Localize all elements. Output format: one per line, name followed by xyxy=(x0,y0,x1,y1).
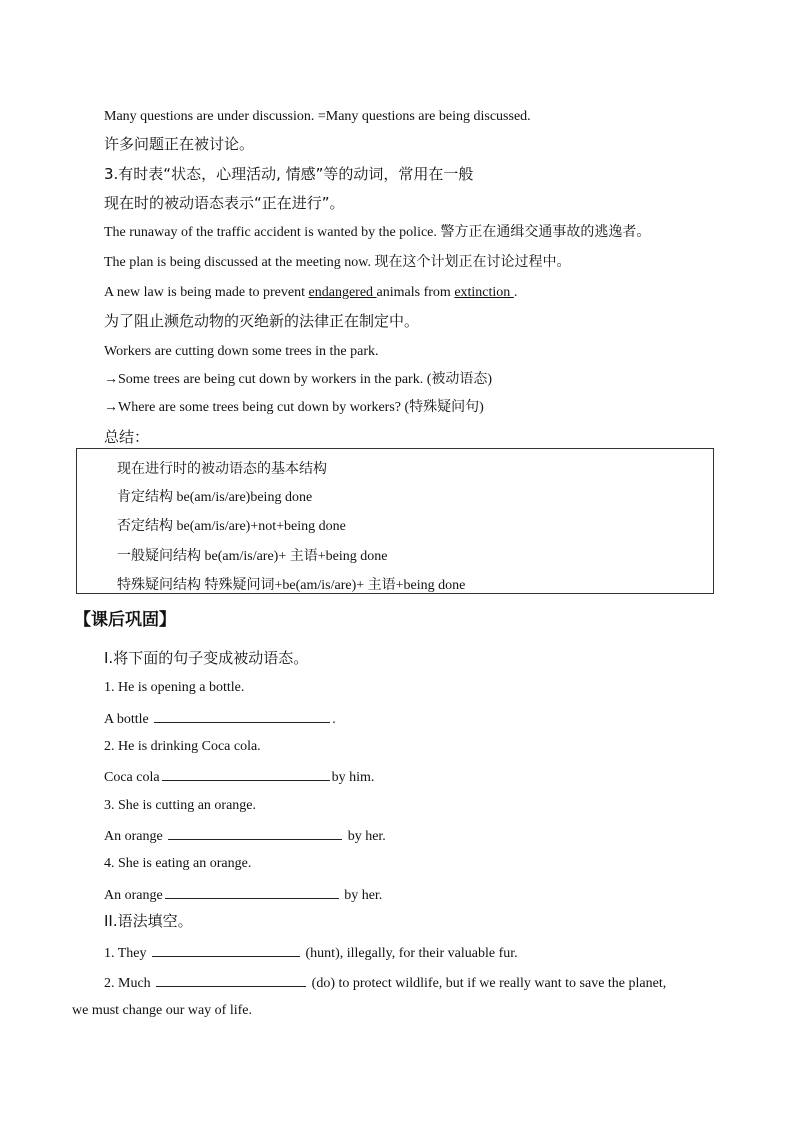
summary-title: 现在进行时的被动语态的基本结构 xyxy=(117,461,327,477)
exercise1-a4-pre: An orange xyxy=(104,888,163,903)
exercise1-a1-pre: A bottle xyxy=(104,712,153,727)
text-line-1: Many questions are under discussion. =Many questions are being discussed. xyxy=(104,109,531,124)
exercise1-a2 xyxy=(104,766,374,788)
section-title: 【课后巩固】 xyxy=(74,610,176,630)
text-line-9: Workers are cutting down some trees in the park. xyxy=(104,344,379,359)
text-line-10: →Some trees are being cut down by workers in the park. (被动语态) xyxy=(104,372,493,387)
underlined-word-endangered: endangered xyxy=(308,285,377,300)
exercise2-q1-post: (hunt), illegally, for their valuable fur. xyxy=(302,946,518,961)
exercise1-q1: 1. He is opening a bottle. xyxy=(104,680,245,695)
exercise2-q2-post: (do) to protect wildlife, but if we really want to save the planet, xyxy=(308,976,667,991)
exercise1-a1 xyxy=(104,708,336,730)
grammar-blank-2[interactable] xyxy=(156,972,306,987)
summary-general-question: 一般疑问结构 be(am/is/are)+ 主语+being done xyxy=(117,549,388,564)
exercise1-q2: 2. He is drinking Coca cola. xyxy=(104,739,261,754)
answer-blank-4[interactable] xyxy=(165,884,339,899)
text-line-5: The runaway of the traffic accident is wanted by the police. 警方正在通缉交通事故的逃逸者。 xyxy=(104,225,651,240)
answer-blank-3[interactable] xyxy=(168,825,342,840)
exercise1-q4: 4. She is eating an orange. xyxy=(104,856,252,871)
text-line-4: 现在时的被动语态表示“正在进行”。 xyxy=(104,194,345,212)
exercise1-a3-post: by her. xyxy=(344,829,386,844)
exercise1-a4 xyxy=(104,884,382,906)
exercise2-q1 xyxy=(104,942,518,964)
exercise1-a3 xyxy=(104,825,386,847)
text-line-7-pre: A new law is being made to prevent xyxy=(104,285,309,300)
exercise2-q2-pre: 2. Much xyxy=(104,976,155,991)
text-line-2: 许多问题正在被讨论。 xyxy=(104,135,255,153)
answer-blank-2[interactable] xyxy=(162,766,330,781)
summary-label: 总结： xyxy=(104,428,150,446)
exercise2-q1-pre: 1. They xyxy=(104,946,151,961)
exercise1-q3: 3. She is cutting an orange. xyxy=(104,798,257,813)
summary-special-question: 特殊疑问结构 特殊疑问词+be(am/is/are)+ 主语+being done xyxy=(117,578,466,593)
text-line-8: 为了阻止濒危动物的灭绝新的法律正在制定中。 xyxy=(104,312,420,330)
text-line-7-post: . xyxy=(513,285,518,300)
exercise1-a3-pre: An orange xyxy=(104,829,167,844)
text-line-6: The plan is being discussed at the meeting now. 现在这个计划正在讨论过程中。 xyxy=(104,255,571,270)
exercise1-a2-pre: Coca cola xyxy=(104,770,160,785)
exercise2-q2 xyxy=(104,972,666,994)
summary-affirmative: 肯定结构 be(am/is/are)being done xyxy=(117,490,313,505)
exercise1-a4-post: by her. xyxy=(340,888,383,903)
underlined-word-extinction: extinction xyxy=(454,285,514,300)
answer-blank-1[interactable] xyxy=(154,708,330,723)
exercise2-heading: II.语法填空。 xyxy=(104,912,193,930)
text-line-7 xyxy=(104,283,517,303)
exercise2-q2-continuation: we must change our way of life. xyxy=(72,1003,252,1018)
text-line-11: →Where are some trees being cut down by workers? (特殊疑问句) xyxy=(104,400,484,415)
exercise1-a1-post: . xyxy=(332,712,336,727)
text-line-7-mid: animals from xyxy=(376,285,455,300)
summary-box xyxy=(76,448,714,594)
grammar-blank-1[interactable] xyxy=(152,942,300,957)
text-line-3: 3.有时表“状态，心理活动, 情感”等的动词，常用在一般 xyxy=(104,165,474,183)
exercise1-heading: I.将下面的句子变成被动语态。 xyxy=(104,649,309,667)
summary-negative: 否定结构 be(am/is/are)+not+being done xyxy=(117,519,346,534)
exercise1-a2-post: by him. xyxy=(331,770,375,785)
